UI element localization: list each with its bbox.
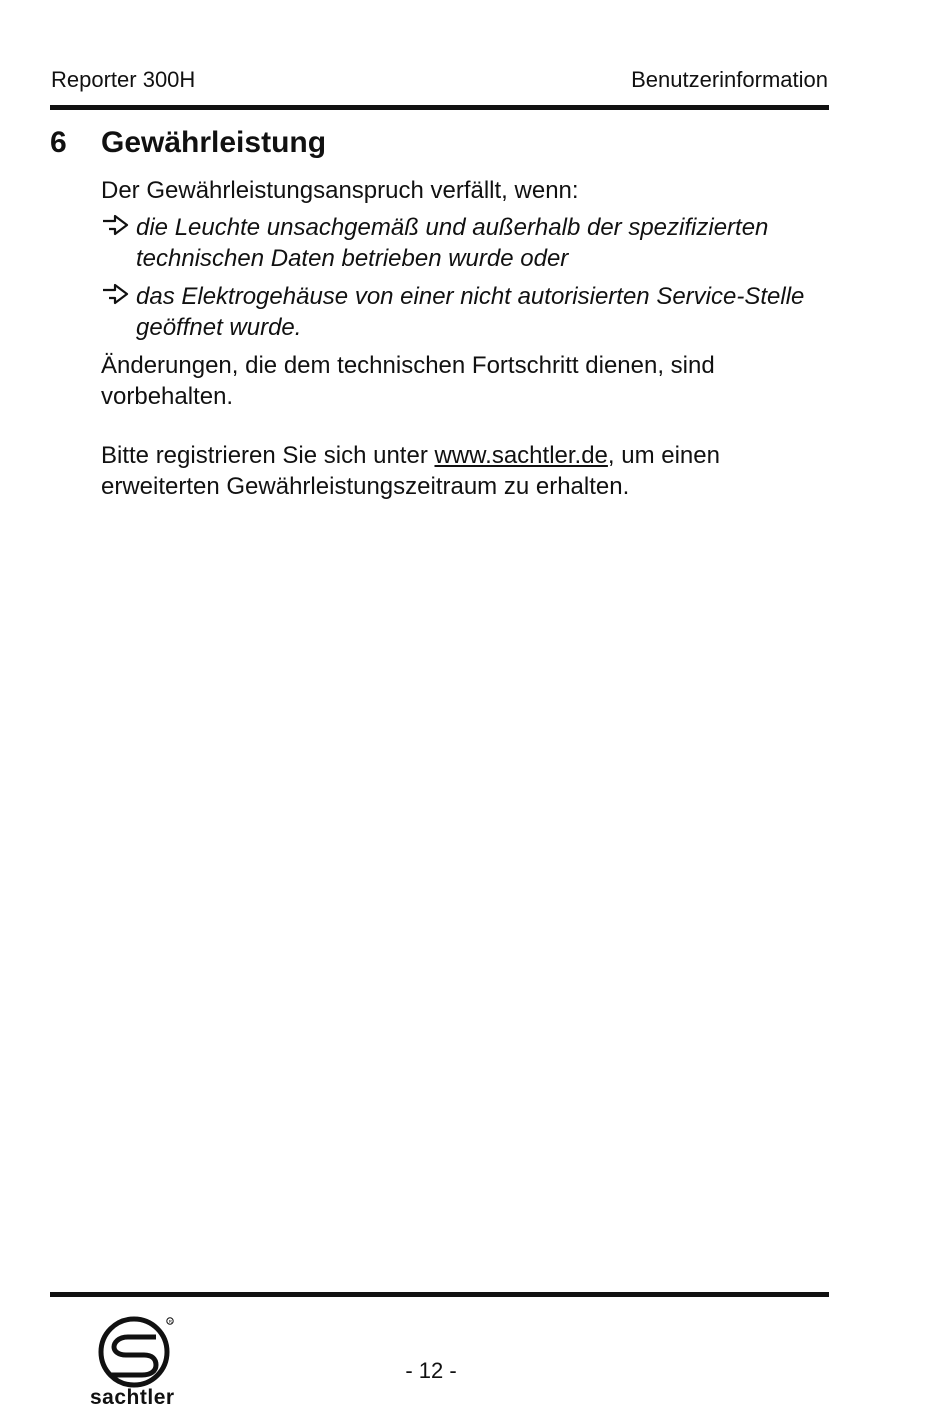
changes-text: Änderungen, die dem technischen Fortschritt dienen, sind vorbehalten.: [101, 352, 715, 410]
list-item: [101, 212, 821, 274]
footer-rule: [50, 1292, 829, 1297]
chapter-title: Gewährleistung: [101, 126, 327, 159]
brand-name: sachtler: [90, 1386, 175, 1409]
arrow-right-icon: [101, 214, 129, 236]
page-number: - 12 -: [405, 1358, 457, 1383]
header-rule: [50, 105, 829, 110]
registration-text-after: , um einen erweiterten Gewährleistungszeitraum zu erhalten.: [101, 442, 720, 500]
registration-text-before: Bitte registrieren Sie sich unter: [101, 442, 435, 469]
chapter-body: [101, 175, 821, 502]
website-link[interactable]: www.sachtler.de: [434, 442, 608, 469]
registration-text: [101, 440, 821, 502]
chapter-number: 6: [50, 126, 67, 159]
intro-text: Der Gewährleistungsanspruch verfällt, wenn:: [101, 177, 579, 204]
header-section-name: Benutzerinformation: [631, 67, 828, 92]
header-product-name: Reporter 300H: [51, 67, 196, 92]
arrow-right-icon: [101, 283, 129, 305]
list-item-text: das Elektrogehäuse von einer nicht autorisierten Service-Stelle geöffnet wurde.: [136, 283, 805, 341]
list-item-text: die Leuchte unsachgemäß und außerhalb der spezifizierten technischen Daten betrieben wurde oder: [136, 214, 769, 272]
list-item: [101, 281, 821, 343]
svg-text:R: R: [168, 1319, 172, 1324]
